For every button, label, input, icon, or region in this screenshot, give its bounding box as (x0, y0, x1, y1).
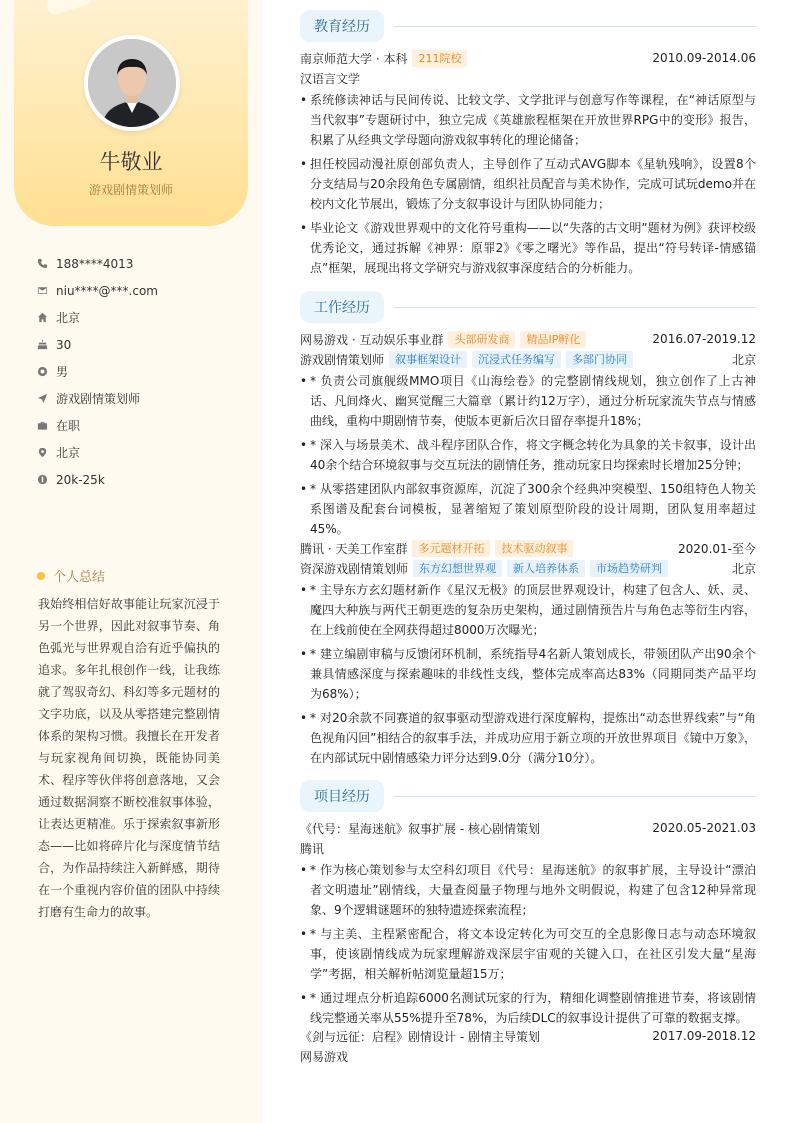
role-tag: 新人培养体系 (507, 560, 585, 577)
section-divider (394, 796, 756, 797)
job-city: 北京 (731, 352, 756, 367)
project-header-row (300, 1026, 756, 1046)
project-org: 网易游戏 (300, 1049, 349, 1064)
project-title: 《代号：星海迷航》叙事扩展 - 核心剧情策划 (300, 821, 540, 836)
projects-section-header (300, 780, 756, 812)
list-item: • * 与主美、主程紧密配合，将文本设定转化为可交互的全息影像日志与动态环境叙事，使该剧情线成为玩家理解游戏深层宇宙观的关键入口，在社区引发大量“星海学”考据，相关解析帖浏览量超15万； (300, 924, 756, 984)
job-entry (300, 329, 756, 539)
project-date: 2017.09-2018.12 (652, 1029, 756, 1043)
avatar (88, 39, 176, 127)
info-gender (36, 358, 246, 385)
info-text: 男 (56, 365, 69, 379)
candidate-title: 游戏剧情策划师 (88, 183, 173, 197)
list-item: • 毕业论文《游戏世界观中的文化符号重构——以“失落的古文明”题材为例》获评校级优秀论文，通过拆解《神界：原罪2》《零之曙光》等作品，提出“符号转译-情感锚点”框架，展现出将文学研究与游戏叙事深度结合的分析能力。 (300, 218, 756, 278)
list-item: • * 从零搭建团队内部叙事资源库，沉淀了300余个经典冲突模型、150组特色人物关系图谱及配套台词模板，显著缩短了策划原型阶段的设计周期，团队复用率超过45%。 (300, 479, 756, 539)
project-org: 腾讯 (300, 841, 325, 856)
info-text: 在职 (56, 419, 81, 433)
education-major-row (300, 68, 756, 88)
job-entry (300, 538, 756, 768)
projects-heading: 项目经历 (300, 780, 384, 812)
project-org-row (300, 1046, 756, 1066)
role-tag: 叙事框架设计 (389, 351, 467, 368)
briefcase-icon (36, 420, 48, 432)
work-block (300, 329, 756, 543)
education-bullets (300, 90, 756, 278)
list-item: • 系统修读神话与民间传说、比较文学、文学批评与创意写作等课程，在“神话原型与当代叙事”专题研讨中，独立完成《英雄旅程框架在开放世界RPG中的变形》报告，积累了从经典文学母题向游戏叙事转化的理论储备； (300, 90, 756, 150)
info-text: 30 (56, 337, 72, 352)
summary-heading-text: 个人总结 (53, 570, 106, 585)
job-header-row (300, 538, 756, 558)
info-text: 北京 (56, 446, 81, 460)
avatar-portrait-icon (88, 39, 176, 127)
company-name: 腾讯 · 天美工作室群 (300, 541, 408, 556)
info-target-position (36, 385, 246, 412)
work-block-2 (300, 538, 756, 772)
projects-block-2 (300, 1026, 756, 1066)
work-heading: 工作经历 (300, 291, 384, 323)
job-bullets (300, 371, 756, 539)
job-date: 2016.07-2019.12 (652, 332, 756, 346)
job-header-row (300, 329, 756, 349)
education-block (300, 48, 756, 282)
company-tag: 多元题材开拓 (412, 540, 490, 557)
sidebar (0, 0, 262, 1123)
list-item: • 担任校园动漫社原创部负责人，主导创作了互动式AVG脚本《星轨残响》，设置8个分支结局与20余段角色专属剧情，组织社员配音与美术协作，完成可试玩demo并在校内文化节展出，锻炼了分支叙事设计与团队协同能力； (300, 154, 756, 214)
info-text: 北京 (56, 311, 81, 325)
company-tag: 头部研发商 (448, 331, 515, 348)
projects-block (300, 818, 756, 1032)
info-text: 20k-25k (56, 472, 105, 487)
info-salary (36, 466, 246, 493)
school-name: 南京师范大学 · 本科 (300, 51, 408, 66)
cake-icon (36, 339, 48, 351)
company-name: 网易游戏 · 互动娱乐事业群 (300, 332, 444, 347)
company-tag: 精品IP孵化 (520, 331, 586, 348)
list-item: • * 对20余款不同赛道的叙事驱动型游戏进行深度解构，提炼出“动态世界线索”与“角色视角闪回”相结合的叙事手法，并成功应用于新立项的开放世界项目《镜中万象》，在内部试玩中剧情感染力评分达到9.0分（满分10分）。 (300, 708, 756, 768)
role-tag: 市场趋势研判 (590, 560, 668, 577)
project-bullets (300, 860, 756, 1028)
job-date: 2020.01-至今 (678, 541, 756, 556)
project-org-row (300, 838, 756, 858)
work-section-header (300, 291, 756, 323)
job-role-row (300, 349, 756, 369)
salary-icon (36, 474, 48, 486)
role-tag: 东方幻想世界观 (413, 560, 502, 577)
project-header-row (300, 818, 756, 838)
summary-dot-icon (37, 572, 45, 580)
section-divider (394, 307, 756, 308)
avatar-frame (84, 35, 180, 131)
info-status (36, 412, 246, 439)
school-tag: 211院校 (412, 50, 467, 67)
role-tag: 多部门协同 (566, 351, 633, 368)
list-item: • * 建立编剧审稿与反馈闭环机制，系统指导4名新人策划成长，带领团队产出90余个兼具情感深度与探索趣味的非线性支线，整体完成率高达83%（同期同类产品平均为68%）； (300, 644, 756, 704)
job-role-row (300, 558, 756, 578)
education-heading: 教育经历 (300, 10, 384, 42)
summary-text: 我始终相信好故事能让玩家沉浸于另一个世界，因此对叙事节奏、角色弧光与世界观自洽有近乎偏执的追求。多年扎根创作一线，让我练就了驾驭奇幻、科幻等多元题材的文字功底，以及从零搭建完整剧情体系的架构习惯。我擅长在开发者与玩家视角间切换，既能协同美术、程序等伙伴将创意落地，又会通过数据洞察不断校准叙事体验，让表达更精准。乐于探索叙事新形态——比如将碎片化与深度情节结合，为作品持续注入新鲜感，期待在一个重视内容价值的团队中持续打磨有生命力的故事。 (38, 597, 220, 919)
info-target-city (36, 439, 246, 466)
info-age (36, 331, 246, 358)
job-role: 游戏剧情策划师 (300, 352, 385, 367)
role-tag: 沉浸式任务编写 (472, 351, 561, 368)
gender-icon (36, 366, 48, 378)
project-date: 2020.05-2021.03 (652, 821, 756, 835)
mail-icon (36, 285, 48, 297)
info-residence (36, 304, 246, 331)
list-item: • * 作为核心策划参与太空科幻项目《代号：星海迷航》的叙事扩展，主导设计“漂泊者文明遗址”剧情线，大量查阅量子物理与地外文明假说，构建了包含12种异常现象、9个逻辑谜题环的独特遗迹探索流程； (300, 860, 756, 920)
info-email (36, 277, 246, 304)
list-item: • * 负责公司旗舰级MMO项目《山海绘卷》的完整剧情线规划，独立创作了上古神话、凡间烽火、幽冥觉醒三大篇章（累计约12万字），通过分析玩家流失节点与情感曲线，重构中期剧情节奏，使版本更新后次日留存率提升18%； (300, 371, 756, 431)
info-text: 188****4013 (56, 256, 134, 271)
major: 汉语言文学 (300, 71, 361, 86)
list-item: • * 通过埋点分析追踪6000名测试玩家的行为，精细化调整剧情推进节奏，将该剧情线完整通关率从55%提升至78%，为后续DLC的叙事设计提供了可靠的数据支撑。 (300, 988, 756, 1028)
contact-info-list (36, 250, 246, 493)
decorative-pill (44, 0, 93, 17)
education-section-header (300, 10, 756, 42)
location-pin-icon (36, 447, 48, 459)
section-divider (394, 26, 756, 27)
education-date: 2010.09-2014.06 (652, 51, 756, 65)
info-phone (36, 250, 246, 277)
job-bullets (300, 580, 756, 768)
info-text: 游戏剧情策划师 (56, 392, 141, 406)
send-icon (36, 393, 48, 405)
list-item: • * 深入与场景美术、战斗程序团队合作，将文字概念转化为具象的关卡叙事，设计出40余个结合环境叙事与交互玩法的剧情任务，推动玩家日均探索时长增加25分钟； (300, 435, 756, 475)
summary-heading (37, 566, 105, 585)
candidate-name: 牛敬业 (99, 150, 163, 174)
phone-icon (36, 258, 48, 270)
education-header-row (300, 48, 756, 68)
info-text: niu****@***.com (56, 283, 158, 298)
list-item: • * 主导东方玄幻题材新作《星汉无极》的顶层世界观设计，构建了包含人、妖、灵、魔四大种族与两代王朝更迭的复杂历史架构，通过剧情预告片与角色志等衍生内容，在上线前使在全网获得超过8000万次曝光； (300, 580, 756, 640)
home-icon (36, 312, 48, 324)
project-title: 《剑与远征：启程》剧情设计 - 剧情主导策划 (300, 1029, 540, 1044)
company-tag: 技术驱动叙事 (495, 540, 573, 557)
job-city: 北京 (731, 561, 756, 576)
job-role: 资深游戏剧情策划师 (300, 561, 409, 576)
